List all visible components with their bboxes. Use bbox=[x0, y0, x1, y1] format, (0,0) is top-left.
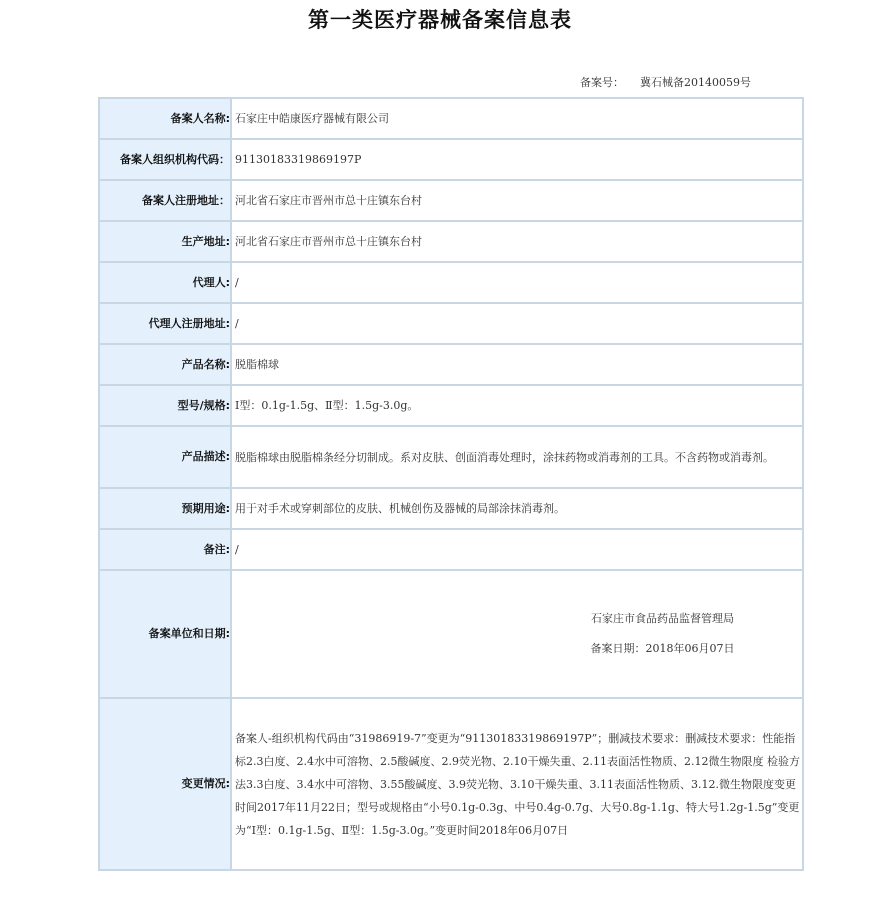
table-row-filer-name bbox=[99, 98, 803, 139]
record-number bbox=[580, 74, 751, 90]
row-label: 产品名称: bbox=[99, 344, 231, 385]
table-row-org-code bbox=[99, 139, 803, 180]
row-value bbox=[231, 570, 803, 698]
table-row-remarks bbox=[99, 529, 803, 570]
table-row-filing-unit bbox=[99, 570, 803, 698]
row-label: 备案人注册地址： bbox=[99, 180, 231, 221]
table-row-product-name bbox=[99, 344, 803, 385]
filing-date: 备案日期：2018年06月07日 bbox=[590, 642, 735, 655]
row-value: Ⅰ型：0.1g-1.5g、Ⅱ型：1.5g-3.0g。 bbox=[231, 385, 803, 426]
page-title: 第一类医疗器械备案信息表 bbox=[308, 8, 572, 32]
table-row-intended-use bbox=[99, 488, 803, 529]
filing-unit-block bbox=[235, 611, 800, 657]
table-row-changes bbox=[99, 698, 803, 870]
table-row-registered-address bbox=[99, 180, 803, 221]
row-value: 石家庄中皓康医疗器械有限公司 bbox=[231, 98, 803, 139]
row-label: 备案人名称: bbox=[99, 98, 231, 139]
row-label: 代理人: bbox=[99, 262, 231, 303]
table-row-model-spec bbox=[99, 385, 803, 426]
filing-info-table bbox=[98, 97, 804, 871]
row-label: 产品描述: bbox=[99, 426, 231, 488]
table-row-production-address bbox=[99, 221, 803, 262]
row-label: 生产地址: bbox=[99, 221, 231, 262]
row-value: / bbox=[231, 529, 803, 570]
row-value: 91130183319869197P bbox=[231, 139, 803, 180]
row-value: 脱脂棉球由脱脂棉条经分切制成。系对皮肤、创面消毒处理时，涂抹药物或消毒剂的工具。不含药物或消毒剂。 bbox=[231, 426, 803, 488]
row-label: 预期用途: bbox=[99, 488, 231, 529]
row-value: 脱脂棉球 bbox=[231, 344, 803, 385]
row-label: 备注: bbox=[99, 529, 231, 570]
row-value: / bbox=[231, 303, 803, 344]
row-label: 变更情况: bbox=[99, 698, 231, 870]
row-label: 备案人组织机构代码： bbox=[99, 139, 231, 180]
row-value: 备案人-组织机构代码由“31986919-7”变更为“91130183319869197P”；删减技术要求：删减技术要求：性能指标2.3白度、2.4水中可溶物、2.5酸碱度、2.9荧光物、2.10干燥失重、2.11表面活性物质、2.12微生物限度 检验方法3.3白度、3.4水中可溶物、3.55酸碱度、3.9荧光物、3.10干燥失重、3.11表面活性物质、3.12.微生物限度变更时间2017年11月22日；型号或规格由“小号0.1g-0.3g、中号0.4g-0.7g、大号0.8g-1.1g、特大号1.2g-1.5g”变更为“Ⅰ型：0.1g-1.5g、Ⅱ型：1.5g-3.0g。”变更时间2018年06月07日 bbox=[231, 698, 803, 870]
row-value: 河北省石家庄市晋州市总十庄镇东台村 bbox=[231, 180, 803, 221]
filing-organization: 石家庄市食品药品监督管理局 bbox=[591, 612, 734, 625]
table-row-agent-address bbox=[99, 303, 803, 344]
table-row-agent bbox=[99, 262, 803, 303]
record-number-label: 备案号： bbox=[580, 76, 624, 89]
table-row-product-description bbox=[99, 426, 803, 488]
row-value: 用于对手术或穿刺部位的皮肤、机械创伤及器械的局部涂抹消毒剂。 bbox=[231, 488, 803, 529]
row-value: 河北省石家庄市晋州市总十庄镇东台村 bbox=[231, 221, 803, 262]
row-label: 型号/规格: bbox=[99, 385, 231, 426]
record-number-value: 冀石械备20140059号 bbox=[640, 76, 751, 89]
row-label: 备案单位和日期: bbox=[99, 570, 231, 698]
row-value: / bbox=[231, 262, 803, 303]
row-label: 代理人注册地址: bbox=[99, 303, 231, 344]
